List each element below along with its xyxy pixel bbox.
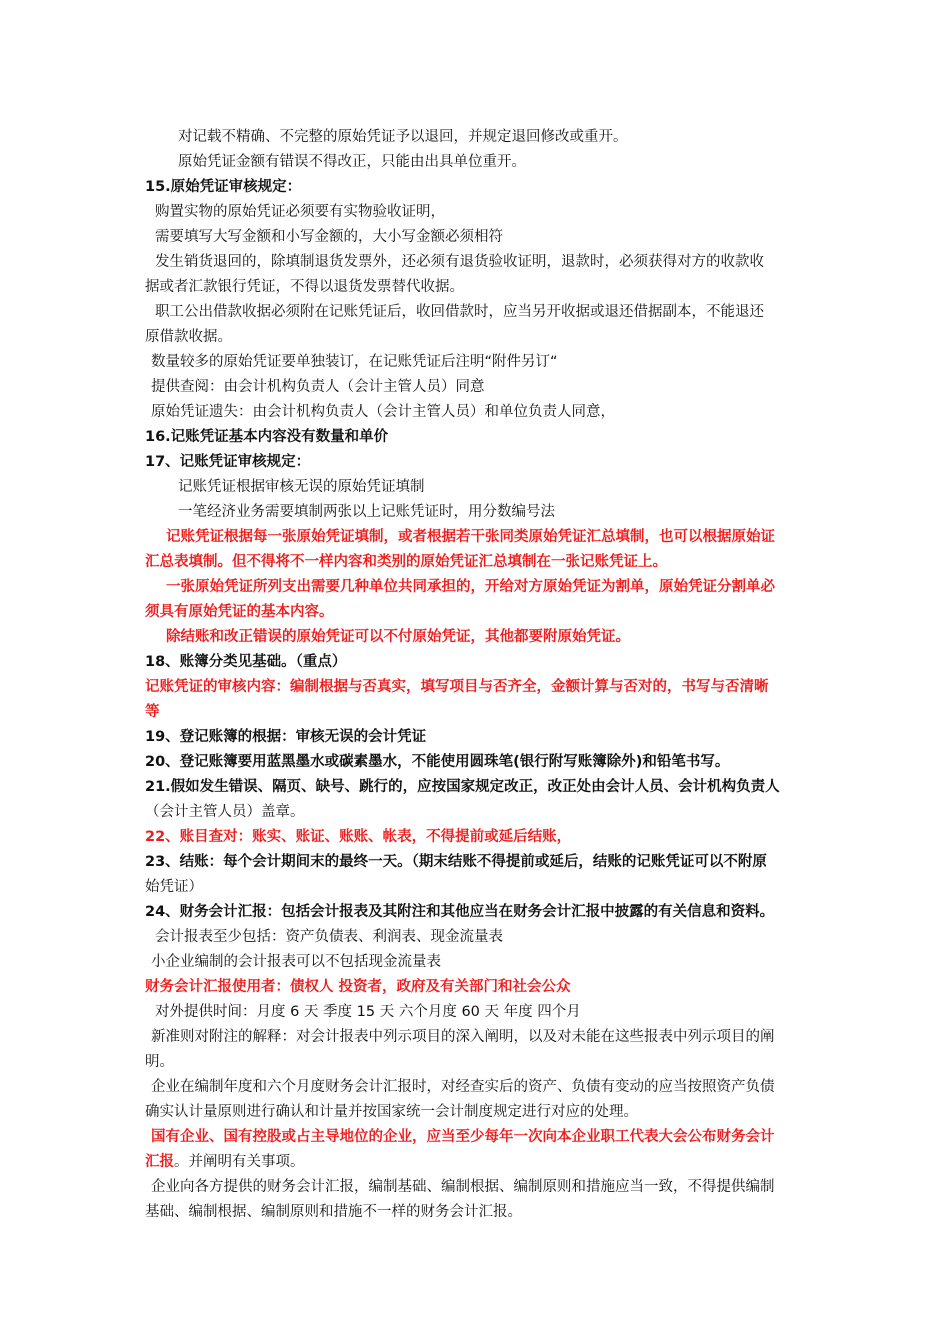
highlight-line: 一张原始凭证所列支出需要几种单位共同承担的，开给对方原始凭证为割单，原始凭证分割单必	[166, 579, 775, 595]
text-line: 对外提供时间：月度 6 天 季度 15 天 六个月度 60 天 年度 四个月	[155, 1004, 581, 1020]
section-heading-15: 15.原始凭证审核规定：	[145, 179, 302, 195]
text-line: 据或者汇款银行凭证，不得以退货发票替代收据。	[145, 279, 464, 295]
text-line: 一笔经济业务需要填制两张以上记账凭证时，用分数编号法	[178, 504, 555, 520]
text-line: （会计主管人员）盖章。	[145, 804, 305, 820]
text-line: 原始凭证遗失：由会计机构负责人（会计主管人员）和单位负责人同意，	[151, 404, 615, 420]
text-line: 会计报表至少包括：资产负债表、利润表、现金流量表	[155, 929, 503, 945]
section-heading-21: 21.假如发生错误、隔页、缺号、跳行的，应按国家规定改正，改正处由会计人员、会计机构负责人	[145, 779, 780, 795]
text-line: 提供查阅：由会计机构负责人（会计主管人员）同意	[151, 379, 485, 395]
text-line: 确实认计量原则进行确认和计量并按国家统一会计制度规定进行对应的处理。	[145, 1104, 638, 1120]
text-line: 原始凭证金额有错误不得改正，只能由出具单位重开。	[178, 154, 526, 170]
text-line: 对记载不精确、不完整的原始凭证予以退回，并规定退回修改或重开。	[178, 129, 628, 145]
section-heading-18: 18、账簿分类见基础。（重点）	[145, 654, 347, 670]
highlight-line: 记账凭证的审核内容：编制根据与否真实，填写项目与否齐全，金额计算与否对的，书写与否清晰	[145, 679, 769, 695]
text-line: 始凭证）	[145, 879, 203, 895]
section-heading-22: 22、账目查对：账实、账证、账账、帐表，不得提前或延后结账，	[145, 829, 572, 845]
highlight-line: 汇总表填制。但不得将不一样内容和类别的原始凭证汇总填制在一张记账凭证上。	[145, 554, 667, 570]
text-line	[145, 1150, 810, 1174]
highlight-line: 须具有原始凭证的基本内容。	[145, 604, 334, 620]
section-heading-16: 16.记账凭证基本内容没有数量和单价	[145, 429, 389, 445]
text-span: 。并阐明有关事项。	[174, 1154, 305, 1170]
section-heading-19: 19、登记账簿的根据：审核无误的会计凭证	[145, 729, 427, 745]
section-heading-20: 20、登记账簿要用蓝黑墨水或碳素墨水，不能使用圆珠笔(银行附写账簿除外)和铅笔书写。	[145, 754, 730, 770]
highlight-line: 等	[145, 704, 160, 720]
text-line: 小企业编制的会计报表可以不包括现金流量表	[151, 954, 441, 970]
highlight-line: 除结账和改正错误的原始凭证可以不付原始凭证，其他都要附原始凭证。	[166, 629, 630, 645]
section-heading-24: 24、财务会计汇报：包括会计报表及其附注和其他应当在财务会计汇报中披露的有关信息和资料。	[145, 904, 775, 920]
highlight-line: 国有企业、国有控股或占主导地位的企业，应当至少每年一次向本企业职工代表大会公布财务会计	[151, 1129, 775, 1145]
text-line: 基础、编制根据、编制原则和措施不一样的财务会计汇报。	[145, 1204, 522, 1220]
text-line: 企业在编制年度和六个月度财务会计汇报时，对经查实后的资产、负债有变动的应当按照资产负债	[151, 1079, 775, 1095]
text-line: 明。	[145, 1054, 174, 1070]
text-line: 新准则对附注的解释：对会计报表中列示项目的深入阐明，以及对未能在这些报表中列示项目的阐	[151, 1029, 775, 1045]
section-heading-23: 23、结账：每个会计期间末的最终一天。（期末结账不得提前或延后，结账的记账凭证可以不附原	[145, 854, 767, 870]
highlight-line: 财务会计汇报使用者：债权人 投资者，政府及有关部门和社会公众	[145, 979, 571, 995]
text-line: 发生销货退回的，除填制退货发票外，还必须有退货验收证明，退款时，必须获得对方的收款收	[155, 254, 764, 270]
text-line: 购置实物的原始凭证必须要有实物验收证明，	[155, 204, 445, 220]
section-heading-17: 17、记账凭证审核规定：	[145, 454, 311, 470]
text-line: 需要填写大写金额和小写金额的，大小写金额必须相符	[155, 229, 503, 245]
text-line: 职工公出借款收据必须附在记账凭证后，收回借款时，应当另开收据或退还借据副本，不能退还	[155, 304, 764, 320]
highlight-span: 汇报	[145, 1154, 174, 1170]
text-line: 记账凭证根据审核无误的原始凭证填制	[178, 479, 425, 495]
text-line: 数量较多的原始凭证要单独装订，在记账凭证后注明“附件另订“	[151, 354, 558, 370]
text-line: 企业向各方提供的财务会计汇报，编制基础、编制根据、编制原则和措施应当一致，不得提供编制	[151, 1179, 775, 1195]
highlight-line: 记账凭证根据每一张原始凭证填制，或者根据若干张同类原始凭证汇总填制，也可以根据原始证	[166, 529, 775, 545]
text-line: 原借款收据。	[145, 329, 232, 345]
